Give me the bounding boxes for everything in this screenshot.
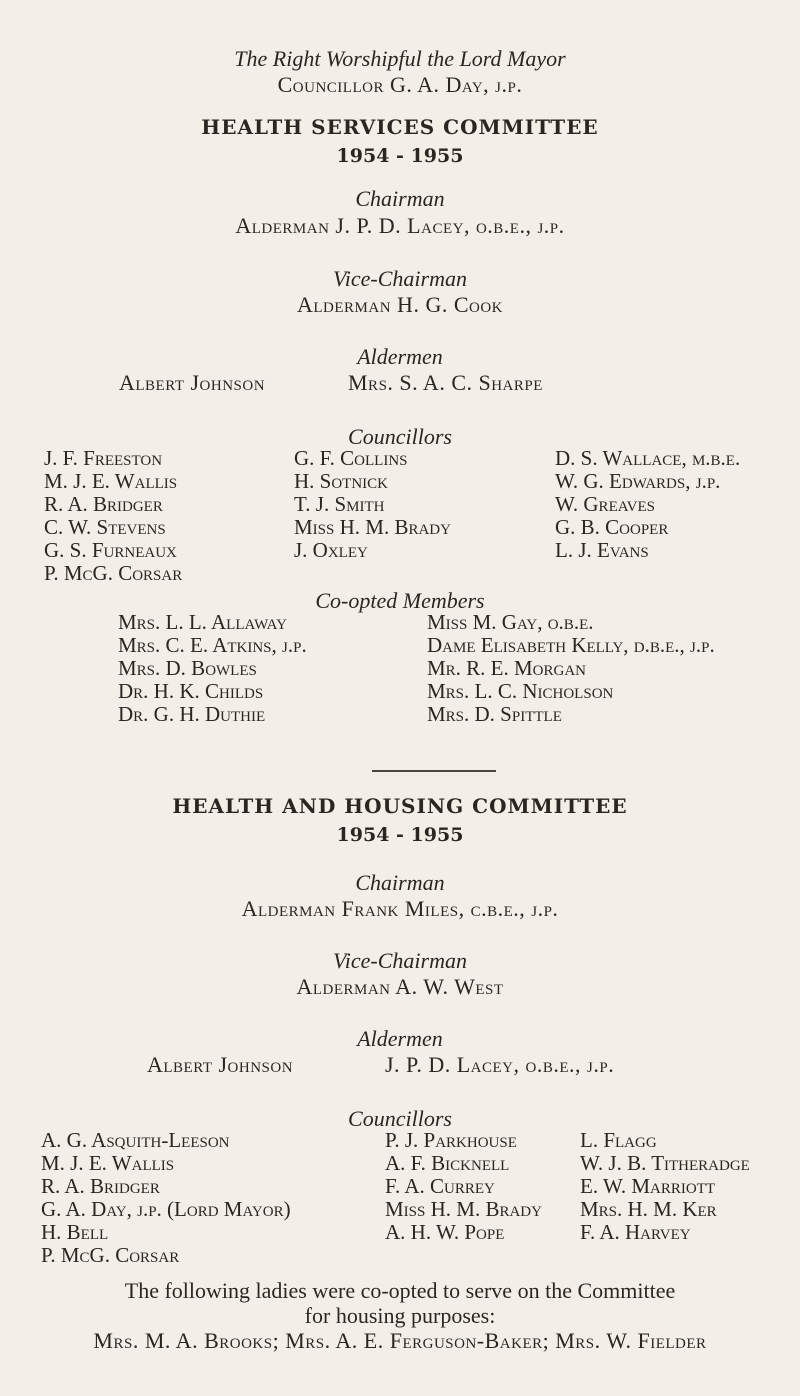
councillor-name: W. J. B. Titheradge	[580, 1151, 750, 1175]
health-services-years: 1954 - 1955	[336, 145, 464, 167]
hs-councillors-col1	[44, 447, 182, 585]
coopted-member: Mr. R. E. Morgan	[427, 656, 587, 680]
councillor-name: R. A. Bridger	[41, 1174, 160, 1198]
councillor-name: Miss H. M. Brady	[385, 1197, 542, 1221]
hs-chairman-label: Chairman	[355, 186, 445, 211]
hh-councillors-label: Councillors	[348, 1106, 452, 1131]
councillor-name: Mrs. H. M. Ker	[580, 1197, 717, 1221]
coopted-member: Dr. G. H. Duthie	[118, 702, 266, 726]
hh-councillors-col2	[385, 1129, 542, 1244]
councillor-name: T. J. Smith	[294, 492, 385, 516]
councillor-name: E. W. Marriott	[580, 1174, 716, 1198]
hs-councillors-col2	[294, 447, 451, 562]
hs-chairman: Alderman J. P. D. Lacey, o.b.e., j.p.	[235, 213, 565, 238]
councillor-name: F. A. Harvey	[580, 1220, 691, 1244]
hh-alderman: J. P. D. Lacey, o.b.e., j.p.	[385, 1052, 615, 1077]
mayor-name: Councillor G. A. Day, j.p.	[277, 72, 523, 97]
hs-alderman: Mrs. S. A. C. Sharpe	[348, 370, 543, 395]
hh-vice-chairman-label: Vice-Chairman	[332, 948, 467, 973]
mayor-title: The Right Worshipful the Lord Mayor	[234, 46, 566, 71]
hh-coopted-ladies: Mrs. M. A. Brooks; Mrs. A. E. Ferguson-Baker; Mrs. W. Fielder	[93, 1328, 707, 1353]
hh-note-line2: for housing purposes:	[304, 1303, 496, 1328]
councillor-name: A. G. Asquith-Leeson	[41, 1128, 230, 1152]
hh-note-line1: The following ladies were co-opted to serve on the Committee	[124, 1278, 676, 1303]
hs-alderman: Albert Johnson	[119, 370, 266, 395]
hh-councillors-col1	[41, 1129, 291, 1267]
coopted-member: Mrs. D. Bowles	[118, 656, 257, 680]
hs-vice-chairman-label: Vice-Chairman	[332, 266, 467, 291]
coopted-member: Dr. H. K. Childs	[118, 679, 264, 703]
hh-vice-chairman: Alderman A. W. West	[296, 974, 504, 999]
councillor-name: L. J. Evans	[555, 538, 649, 562]
coopted-member: Mrs. L. L. Allaway	[118, 610, 287, 634]
councillor-name: D. S. Wallace, m.b.e.	[555, 446, 741, 470]
coopted-member: Mrs. L. C. Nicholson	[427, 679, 614, 703]
councillor-name: F. A. Currey	[385, 1174, 495, 1198]
hs-aldermen-label: Aldermen	[357, 344, 443, 369]
hs-coopted-col2	[427, 611, 715, 726]
councillor-name: P. McG. Corsar	[41, 1243, 180, 1267]
coopted-member: Mrs. D. Spittle	[427, 702, 562, 726]
hh-chairman-label: Chairman	[355, 870, 445, 895]
health-services-title: HEALTH SERVICES COMMITTEE	[201, 115, 599, 139]
hs-coopted-col1	[118, 611, 307, 726]
councillor-name: L. Flagg	[580, 1128, 657, 1152]
hs-councillors-col3	[555, 447, 740, 562]
councillor-name: H. Bell	[41, 1220, 109, 1244]
coopted-member: Miss M. Gay, o.b.e.	[427, 610, 594, 634]
councillor-name: C. W. Stevens	[44, 515, 166, 539]
councillor-name: H. Sotnick	[294, 469, 389, 493]
health-housing-title: HEALTH AND HOUSING COMMITTEE	[172, 794, 628, 818]
councillor-name: G. S. Furneaux	[44, 538, 177, 562]
councillor-name: M. J. E. Wallis	[44, 469, 178, 493]
councillor-name: G. F. Collins	[294, 446, 408, 470]
councillor-name: P. J. Parkhouse	[385, 1128, 517, 1152]
councillor-name: G. A. Day, j.p. (Lord Mayor)	[41, 1197, 291, 1221]
coopted-member: Mrs. C. E. Atkins, j.p.	[118, 633, 307, 657]
hh-alderman: Albert Johnson	[147, 1052, 294, 1077]
hh-chairman: Alderman Frank Miles, c.b.e., j.p.	[241, 896, 559, 921]
hs-councillors-label: Councillors	[348, 424, 452, 449]
hs-coopted-label: Co-opted Members	[315, 588, 485, 613]
coopted-member: Dame Elisabeth Kelly, d.b.e., j.p.	[427, 633, 715, 657]
councillor-name: P. McG. Corsar	[44, 561, 183, 585]
councillor-name: A. H. W. Pope	[385, 1220, 505, 1244]
councillor-name: Miss H. M. Brady	[294, 515, 451, 539]
councillor-name: W. G. Edwards, j.p.	[555, 469, 721, 493]
hh-aldermen-label: Aldermen	[357, 1026, 443, 1051]
councillor-name: J. Oxley	[294, 538, 368, 562]
councillor-name: A. F. Bicknell	[385, 1151, 510, 1175]
councillor-name: W. Greaves	[555, 492, 655, 516]
hh-councillors-col3	[580, 1129, 750, 1244]
councillor-name: J. F. Freeston	[44, 446, 163, 470]
councillor-name: R. A. Bridger	[44, 492, 163, 516]
councillor-name: G. B. Cooper	[555, 515, 669, 539]
hs-vice-chairman: Alderman H. G. Cook	[297, 292, 503, 317]
councillor-name: M. J. E. Wallis	[41, 1151, 175, 1175]
section-divider	[372, 770, 496, 772]
health-housing-years: 1954 - 1955	[336, 824, 464, 846]
